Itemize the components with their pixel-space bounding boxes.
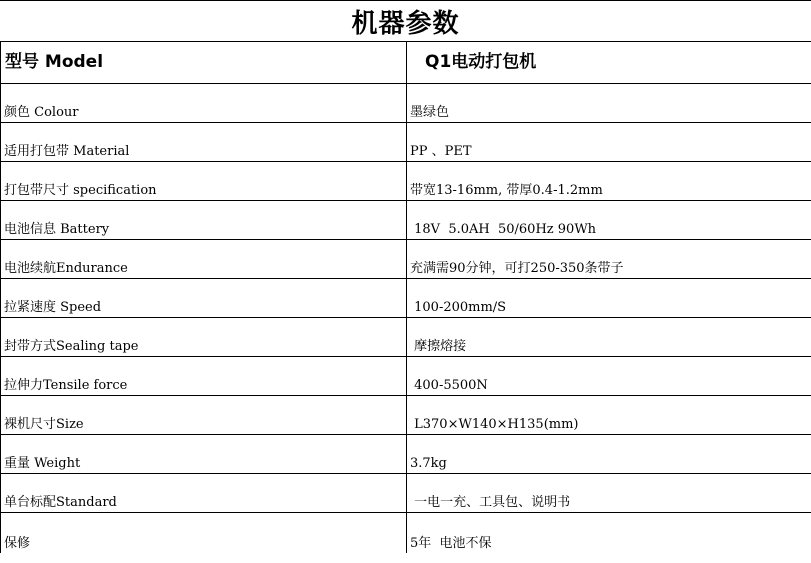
- row-key: 拉伸力Tensile force: [1, 356, 407, 395]
- table-row: [1, 512, 811, 553]
- row-value: 带宽13-16mm, 带厚0.4-1.2mm: [407, 161, 811, 200]
- row-key: 拉紧速度 Speed: [1, 278, 407, 317]
- table-row: [1, 317, 811, 356]
- row-value: 充满需90分钟，可打250-350条带子: [407, 239, 811, 278]
- row-value: 3.7kg: [407, 434, 811, 473]
- table-row: [1, 434, 811, 473]
- table-row: [1, 395, 811, 434]
- table-row: [1, 83, 811, 122]
- row-value: 18V 5.0AH 50/60Hz 90Wh: [407, 200, 811, 239]
- row-value: 墨绿色: [407, 83, 811, 122]
- row-key: 打包带尺寸 specification: [1, 161, 407, 200]
- row-value: 5年 电池不保: [407, 512, 811, 553]
- row-value: 400-5500N: [407, 356, 811, 395]
- row-key: 重量 Weight: [1, 434, 407, 473]
- header-value: Q1电动打包机: [407, 42, 811, 83]
- row-key: 电池续航Endurance: [1, 239, 407, 278]
- table-row: [1, 161, 811, 200]
- row-value: L370×W140×H135(mm): [407, 395, 811, 434]
- table-row: [1, 122, 811, 161]
- table-header-row: [1, 42, 811, 83]
- table-row: [1, 239, 811, 278]
- row-value: PP 、PET: [407, 122, 811, 161]
- spec-table: [0, 42, 811, 553]
- row-key: 裸机尺寸Size: [1, 395, 407, 434]
- row-key: 单台标配Standard: [1, 473, 407, 512]
- row-key: 适用打包带 Material: [1, 122, 407, 161]
- row-key: 颜色 Colour: [1, 83, 407, 122]
- row-value: 一电一充、工具包、说明书: [407, 473, 811, 512]
- row-value: 100-200mm/S: [407, 278, 811, 317]
- table-row: [1, 473, 811, 512]
- row-key: 封带方式Sealing tape: [1, 317, 407, 356]
- page-title: 机器参数: [0, 0, 811, 42]
- header-key: 型号 Model: [1, 42, 407, 83]
- table-row: [1, 200, 811, 239]
- table-row: [1, 356, 811, 395]
- row-key: 电池信息 Battery: [1, 200, 407, 239]
- row-value: 摩擦熔接: [407, 317, 811, 356]
- table-row: [1, 278, 811, 317]
- row-key: 保修: [1, 512, 407, 553]
